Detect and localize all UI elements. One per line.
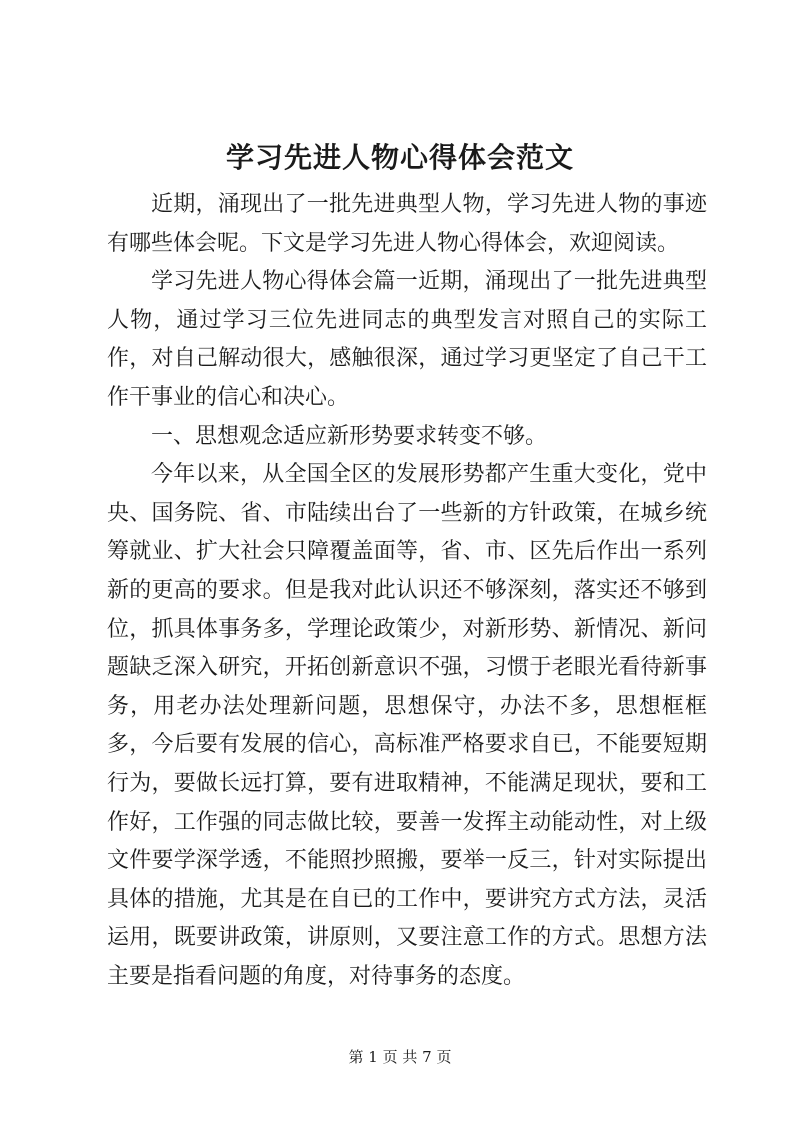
document-body xyxy=(107,186,707,996)
paragraph-main-text: 今年以来，从全国全区的发展形势都产生重大变化，党中央、国务院、省、市陆续出台了一些新的方针政策，在城乡统筹就业、扩大社会只障覆盖面等，省、市、区先后作出一系列新的更高的要求。但是我对此认识还不够深刻，落实还不够到位，抓具体事务多，学理论政策少，对新形势、新情况、新问题缺乏深入研究，开拓创新意识不强，习惯于老眼光看待新事务，用老办法处理新问题，思想保守，办法不多，思想框框多，今后要有发展的信心，高标准严格要求自已，不能要短期行为，要做长远打算，要有进取精神，不能满足现状，要和工作好，工作强的同志做比较，要善一发挥主动能动性，对上级文件要学深学透，不能照抄照搬，要举一反三，针对实际提出具体的措施，尤其是在自已的工作中，要讲究方式方法，灵活运用，既要讲政策，讲原则，又要注意工作的方式。思想方法主要是指看问题的角度，对待事务的态度。 xyxy=(107,462,707,989)
paragraph-intro: 近期，涌现出了一批先进典型人物，学习先进人物的事迹有哪些体会呢。下文是学习先进人物心得体会，欢迎阅读。 xyxy=(107,192,707,256)
paragraph-article-one: 学习先进人物心得体会篇一近期，涌现出了一批先进典型人物，通过学习三位先进同志的典型发言对照自己的实际工作，对自己解动很大，感触很深，通过学习更坚定了自己干工作干事业的信心和决心。 xyxy=(107,269,707,410)
document-title: 学习先进人物心得体会范文 xyxy=(225,141,574,174)
paragraph-section-heading: 一、思想观念适应新形势要求转变不够。 xyxy=(151,423,548,449)
page-number-footer: 第 1 页 共 7 页 xyxy=(348,1048,452,1066)
